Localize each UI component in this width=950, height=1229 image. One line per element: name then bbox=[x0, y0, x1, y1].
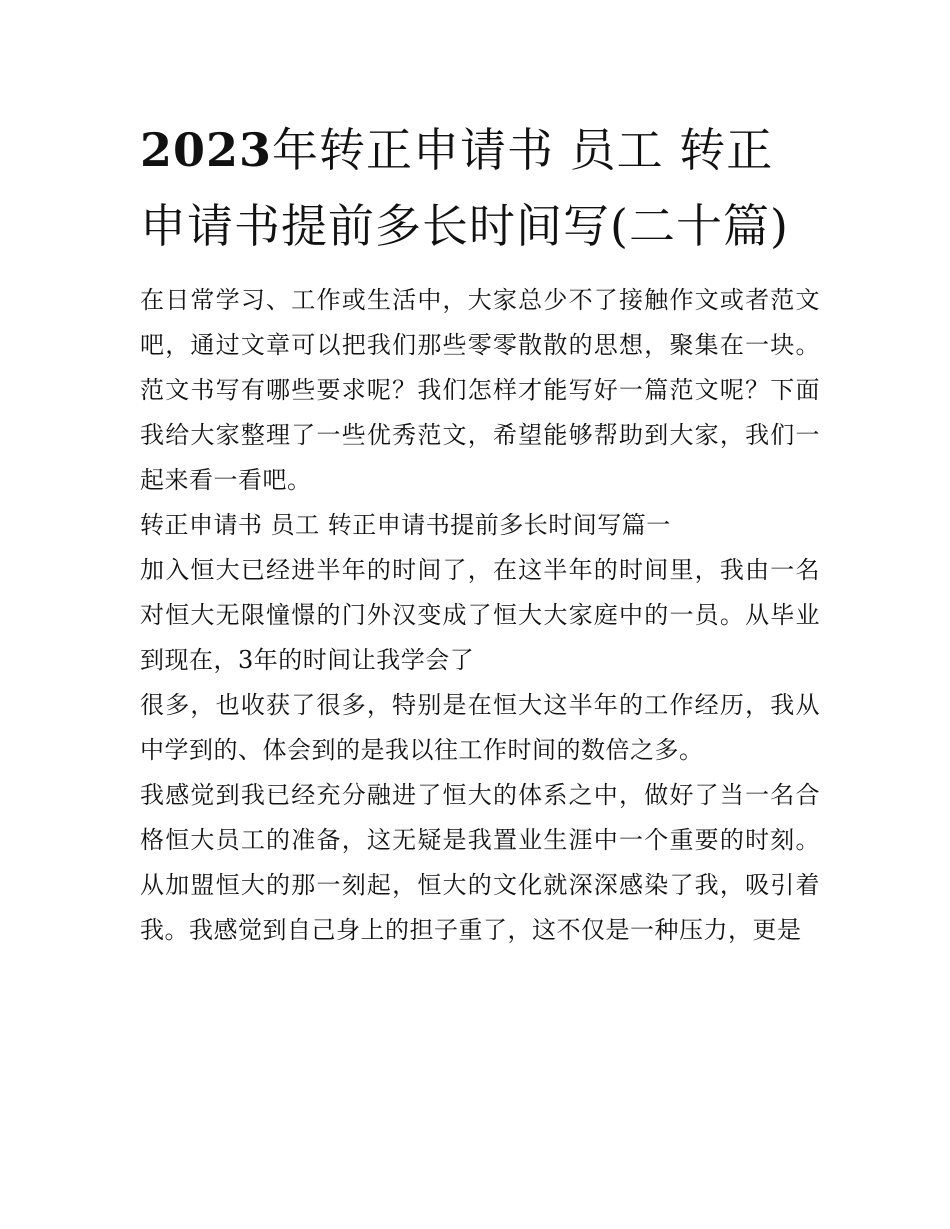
title-text: 年转正申请书 员工 转正申请书提前多长时间写(二十篇) bbox=[140, 123, 789, 253]
body-paragraph: 加入恒大已经进半年的时间了，在这半年的时间里，我由一名对恒大无限憧憬的门外汉变成了恒大大家庭中的一员。从毕业到现在，3年的时间让我学会了 bbox=[140, 556, 820, 674]
document-body bbox=[140, 278, 820, 953]
intro-paragraph: 在日常学习、工作或生活中，大家总少不了接触作文或者范文吧，通过文章可以把我们那些零零散散的思想，聚集在一块。范文书写有哪些要求呢？我们怎样才能写好一篇范文呢？下面我给大家整理了一些优秀范文，希望能够帮助到大家，我们一起来看一看吧。 bbox=[140, 286, 820, 494]
document-page bbox=[140, 112, 820, 953]
section-heading: 转正申请书 员工 转正申请书提前多长时间写篇一 bbox=[140, 511, 671, 539]
document-title bbox=[140, 112, 820, 264]
body-paragraph: 我感觉到我已经充分融进了恒大的体系之中，做好了当一名合格恒大员工的准备，这无疑是我置业生涯中一个重要的时刻。从加盟恒大的那一刻起，恒大的文化就深深感染了我，吸引着我。我感觉到自己身上的担子重了，这不仅是一种压力，更是 bbox=[140, 781, 820, 944]
title-year: 2023 bbox=[140, 123, 273, 177]
body-paragraph: 很多，也收获了很多，特别是在恒大这半年的工作经历，我从中学到的、体会到的是我以往工作时间的数倍之多。 bbox=[140, 691, 820, 764]
